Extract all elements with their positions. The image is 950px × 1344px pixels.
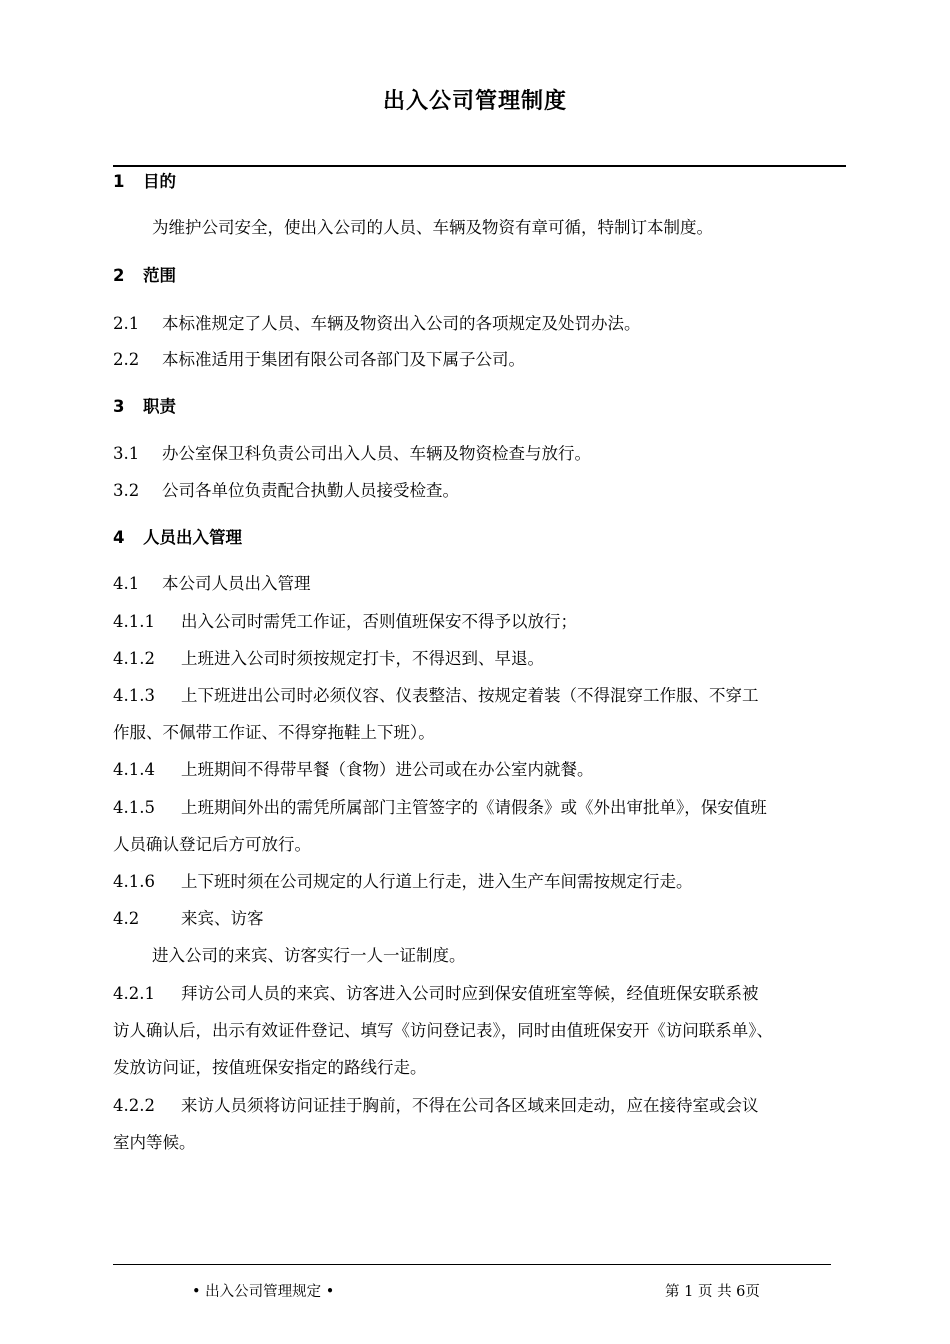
clause-3-1 bbox=[113, 442, 591, 466]
clause-text: 本标准适用于集团有限公司各部门及下属子公司。 bbox=[162, 350, 525, 369]
clause-text: 出入公司时需凭工作证，否则值班保安不得予以放行； bbox=[181, 612, 577, 631]
header-divider bbox=[113, 165, 846, 167]
section-number: 1 bbox=[113, 172, 125, 191]
section-title: 范围 bbox=[143, 266, 176, 285]
page-total: 6 bbox=[736, 1284, 746, 1300]
clause-4-1-1 bbox=[113, 610, 577, 634]
clause-4-1 bbox=[113, 572, 311, 596]
clause-4-1-4 bbox=[113, 758, 594, 782]
clause-number: 4.1.2 bbox=[113, 649, 155, 668]
clause-4-1-3 bbox=[113, 684, 759, 708]
clause-4-2-1-continued: 发放访问证，按值班保安指定的路线行走。 bbox=[113, 1058, 427, 1077]
clause-4-1-2 bbox=[113, 647, 544, 671]
clause-number: 2.2 bbox=[113, 350, 140, 369]
footer-document-name: • 出入公司管理规定 • bbox=[192, 1284, 335, 1300]
page-title: 出入公司管理制度 bbox=[382, 89, 567, 114]
clause-4-2-1-continued: 访人确认后，出示有效证件登记、填写《访问登记表》，同时由值班保安开《访问联系单》、 bbox=[113, 1021, 773, 1040]
clause-4-2 bbox=[113, 907, 264, 931]
clause-4-2-2 bbox=[113, 1094, 759, 1118]
clause-number: 4.2.2 bbox=[113, 1096, 155, 1115]
clause-4-1-5 bbox=[113, 796, 767, 820]
clause-2-1 bbox=[113, 312, 641, 336]
section-heading-4 bbox=[113, 526, 242, 550]
clause-4-1-5-continued: 人员确认登记后方可放行。 bbox=[113, 835, 311, 854]
clause-text: 本标准规定了人员、车辆及物资出入公司的各项规定及处罚办法。 bbox=[162, 314, 641, 333]
section-heading-1 bbox=[113, 170, 176, 194]
footer-divider bbox=[113, 1264, 831, 1265]
page-label: 页 bbox=[745, 1284, 760, 1300]
section-title: 人员出入管理 bbox=[143, 528, 242, 547]
clause-text: 拜访公司人员的来宾、访客进入公司时应到保安值班室等候，经值班保安联系被 bbox=[181, 984, 759, 1003]
clause-number: 4.1.1 bbox=[113, 612, 155, 631]
clause-text: 公司各单位负责配合执勤人员接受检查。 bbox=[162, 481, 459, 500]
clause-number: 4.1.3 bbox=[113, 686, 155, 705]
clause-text: 本公司人员出入管理 bbox=[162, 574, 311, 593]
clause-number: 4.2.1 bbox=[113, 984, 155, 1003]
section-number: 2 bbox=[113, 266, 125, 285]
clause-text: 上下班时须在公司规定的人行道上行走，进入生产车间需按规定行走。 bbox=[181, 872, 693, 891]
clause-text: 上班期间外出的需凭所属部门主管签字的《请假条》或《外出审批单》，保安值班 bbox=[181, 798, 767, 817]
clause-3-2 bbox=[113, 479, 459, 503]
clause-text: 办公室保卫科负责公司出入人员、车辆及物资检查与放行。 bbox=[162, 444, 591, 463]
page-indicator bbox=[665, 1282, 760, 1302]
clause-number: 2.1 bbox=[113, 314, 140, 333]
section-number: 3 bbox=[113, 397, 125, 416]
section-title: 目的 bbox=[143, 172, 176, 191]
clause-number: 4.1.6 bbox=[113, 872, 155, 891]
clause-number: 4.2 bbox=[113, 909, 140, 928]
page-label: 第 bbox=[665, 1284, 680, 1300]
clause-number: 3.1 bbox=[113, 444, 140, 463]
page-label: 页 bbox=[697, 1284, 713, 1300]
section-title: 职责 bbox=[143, 397, 176, 416]
page-current: 1 bbox=[684, 1284, 694, 1300]
clause-text: 来访人员须将访问证挂于胸前，不得在公司各区域来回走动，应在接待室或会议 bbox=[181, 1096, 759, 1115]
clause-number: 4.1 bbox=[113, 574, 140, 593]
paragraph: 进入公司的来宾、访客实行一人一证制度。 bbox=[152, 946, 466, 965]
section-heading-2 bbox=[113, 264, 176, 288]
section-number: 4 bbox=[113, 528, 125, 547]
clause-number: 4.1.5 bbox=[113, 798, 155, 817]
clause-4-1-6 bbox=[113, 870, 693, 894]
page-label: 共 bbox=[717, 1284, 732, 1300]
clause-4-2-1 bbox=[113, 982, 759, 1006]
clause-text: 来宾、访客 bbox=[181, 909, 264, 928]
clause-2-2 bbox=[113, 348, 525, 372]
clause-number: 4.1.4 bbox=[113, 760, 155, 779]
clause-4-2-2-continued: 室内等候。 bbox=[113, 1133, 196, 1152]
clause-4-1-3-continued: 作服、不佩带工作证、不得穿拖鞋上下班）。 bbox=[113, 723, 435, 742]
paragraph: 为维护公司安全，使出入公司的人员、车辆及物资有章可循，特制订本制度。 bbox=[152, 218, 713, 237]
section-heading-3 bbox=[113, 395, 176, 419]
clause-text: 上班期间不得带早餐（食物）进公司或在办公室内就餐。 bbox=[181, 760, 594, 779]
clause-text: 上班进入公司时须按规定打卡，不得迟到、早退。 bbox=[181, 649, 544, 668]
clause-text: 上下班进出公司时必须仪容、仪表整洁、按规定着装（不得混穿工作服、不穿工 bbox=[181, 686, 759, 705]
clause-number: 3.2 bbox=[113, 481, 140, 500]
